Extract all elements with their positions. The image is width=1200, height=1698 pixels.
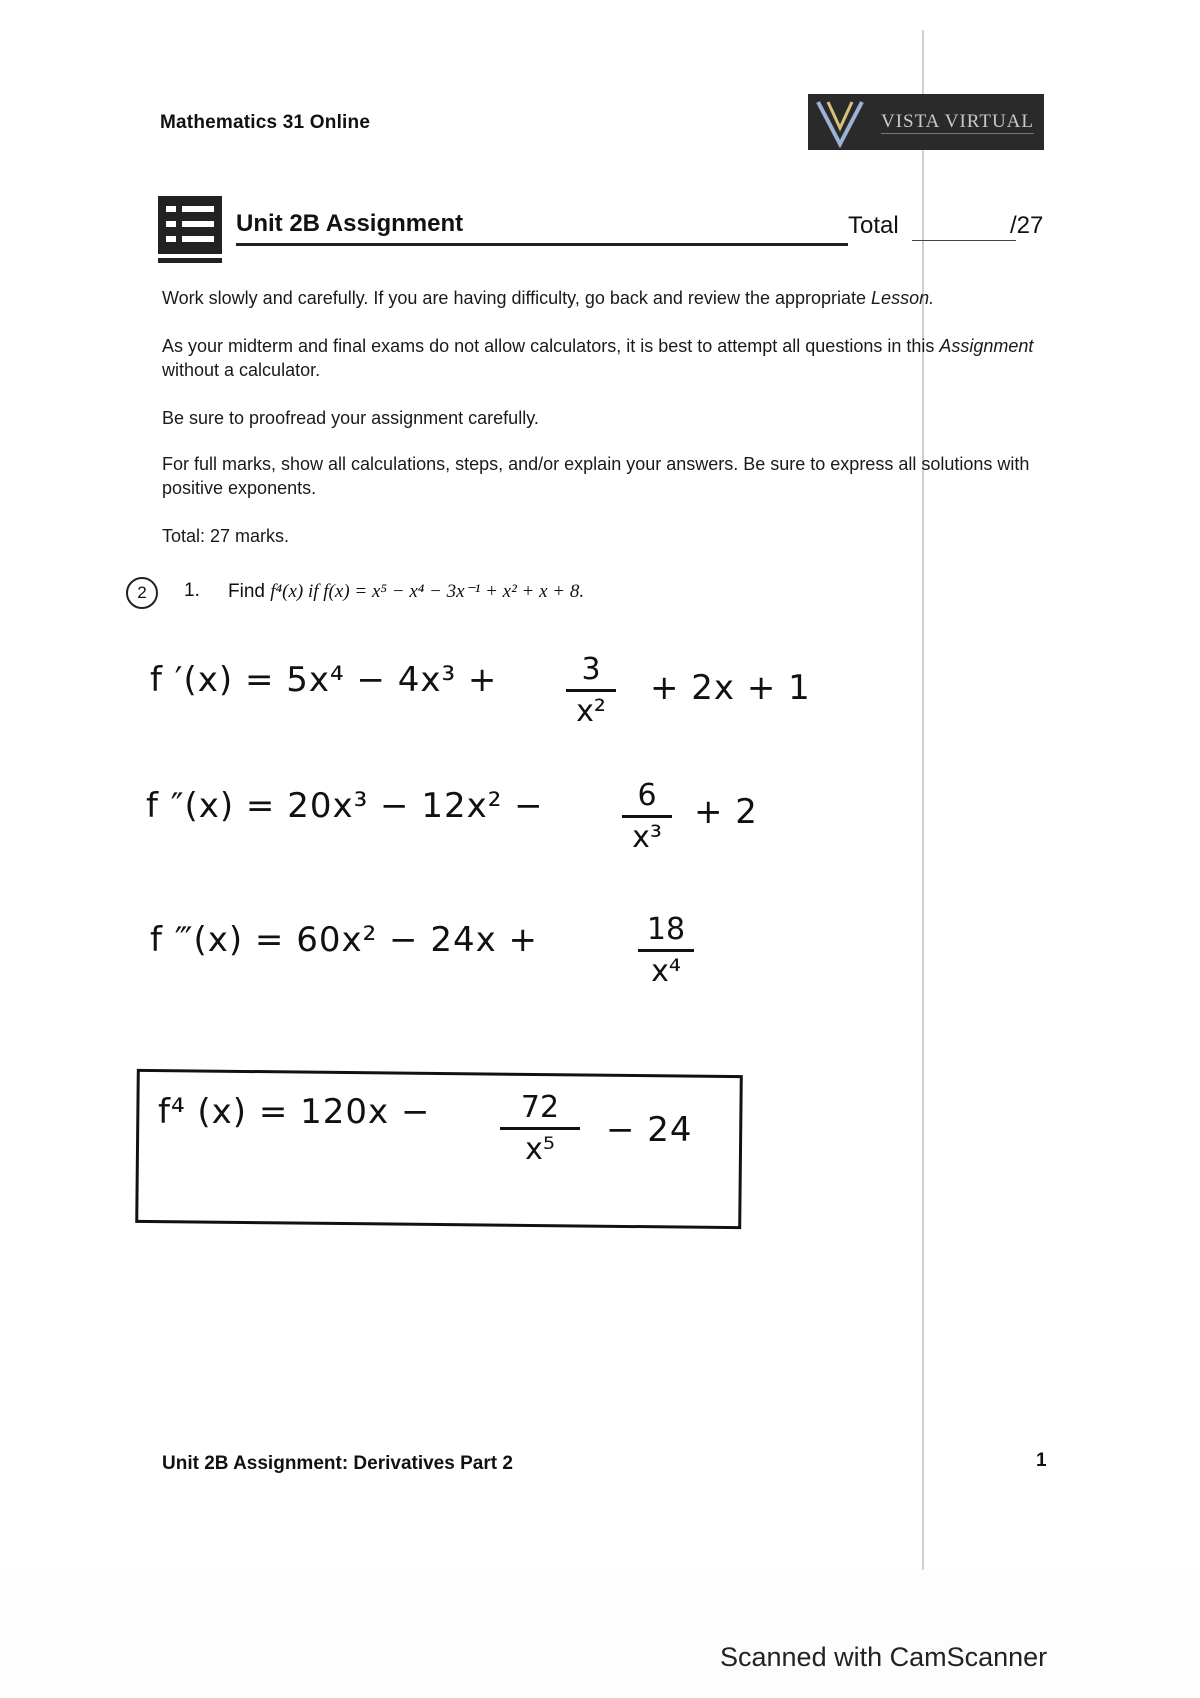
instruction-difficulty: Work slowly and carefully. If you are having difficulty, go back and review the appropriate Lesson. xyxy=(162,288,935,308)
vista-virtual-logo xyxy=(808,94,1044,150)
hw-fraction-2: 6 x³ xyxy=(622,778,672,855)
hw-fourth-derivative-rest: − 24 xyxy=(606,1110,693,1150)
page-number: 1 xyxy=(1036,1450,1047,1471)
hw-fraction-4: 72 x⁵ xyxy=(500,1090,580,1167)
course-title: Mathematics 31 Online xyxy=(160,112,371,133)
icon-underline xyxy=(158,258,222,263)
title-rule xyxy=(236,243,848,246)
hw-second-derivative: f ″(x) = 20x³ − 12x² − xyxy=(146,786,544,826)
logo-text: VISTA VIRTUAL xyxy=(880,110,1034,132)
hw-fourth-derivative: f⁴ (x) = 120x − xyxy=(158,1092,431,1132)
hw-fraction-3: 18 x⁴ xyxy=(638,912,694,989)
instruction-proofread: Be sure to proofread your assignment carefully. xyxy=(162,408,539,428)
question-number: 1. xyxy=(184,580,200,601)
hw-first-derivative-rest: + 2x + 1 xyxy=(650,668,811,708)
question-expression: f⁴(x) if f(x) = x⁵ − x⁴ − 3x⁻¹ + x² + x + 8. xyxy=(270,581,585,602)
list-icon xyxy=(158,196,222,254)
question-marks-badge: 2 xyxy=(126,577,158,609)
total-label: Total xyxy=(848,212,899,239)
scanner-watermark: Scanned with CamScanner xyxy=(720,1642,1048,1672)
fold-line xyxy=(922,30,924,1570)
footer-title: Unit 2B Assignment: Derivatives Part 2 xyxy=(162,1453,513,1474)
unit-title: Unit 2B Assignment xyxy=(236,210,464,237)
question-text: Find f⁴(x) if f(x) = x⁵ − x⁴ − 3x⁻¹ + x² + x + 8. xyxy=(228,581,585,602)
total-blank xyxy=(912,240,1016,241)
total-marks: Total: 27 marks. xyxy=(162,526,290,546)
total-max: /27 xyxy=(1010,212,1044,239)
logo-v-icon xyxy=(814,96,866,148)
instruction-calculators: As your midterm and final exams do not allow calculators, it is best to attempt all questions in this Assignment without a calculator. xyxy=(162,336,1034,380)
instruction-full-marks: For full marks, show all calculations, steps, and/or explain your answers. Be sure to express all solutions with positive exponents. xyxy=(162,454,1030,498)
hw-fraction-1: 3 x² xyxy=(566,652,616,729)
hw-third-derivative: f ‴(x) = 60x² − 24x + xyxy=(150,920,539,960)
hw-first-derivative: f ′(x) = 5x⁴ − 4x³ + xyxy=(150,660,498,700)
hw-second-derivative-rest: + 2 xyxy=(694,792,758,832)
